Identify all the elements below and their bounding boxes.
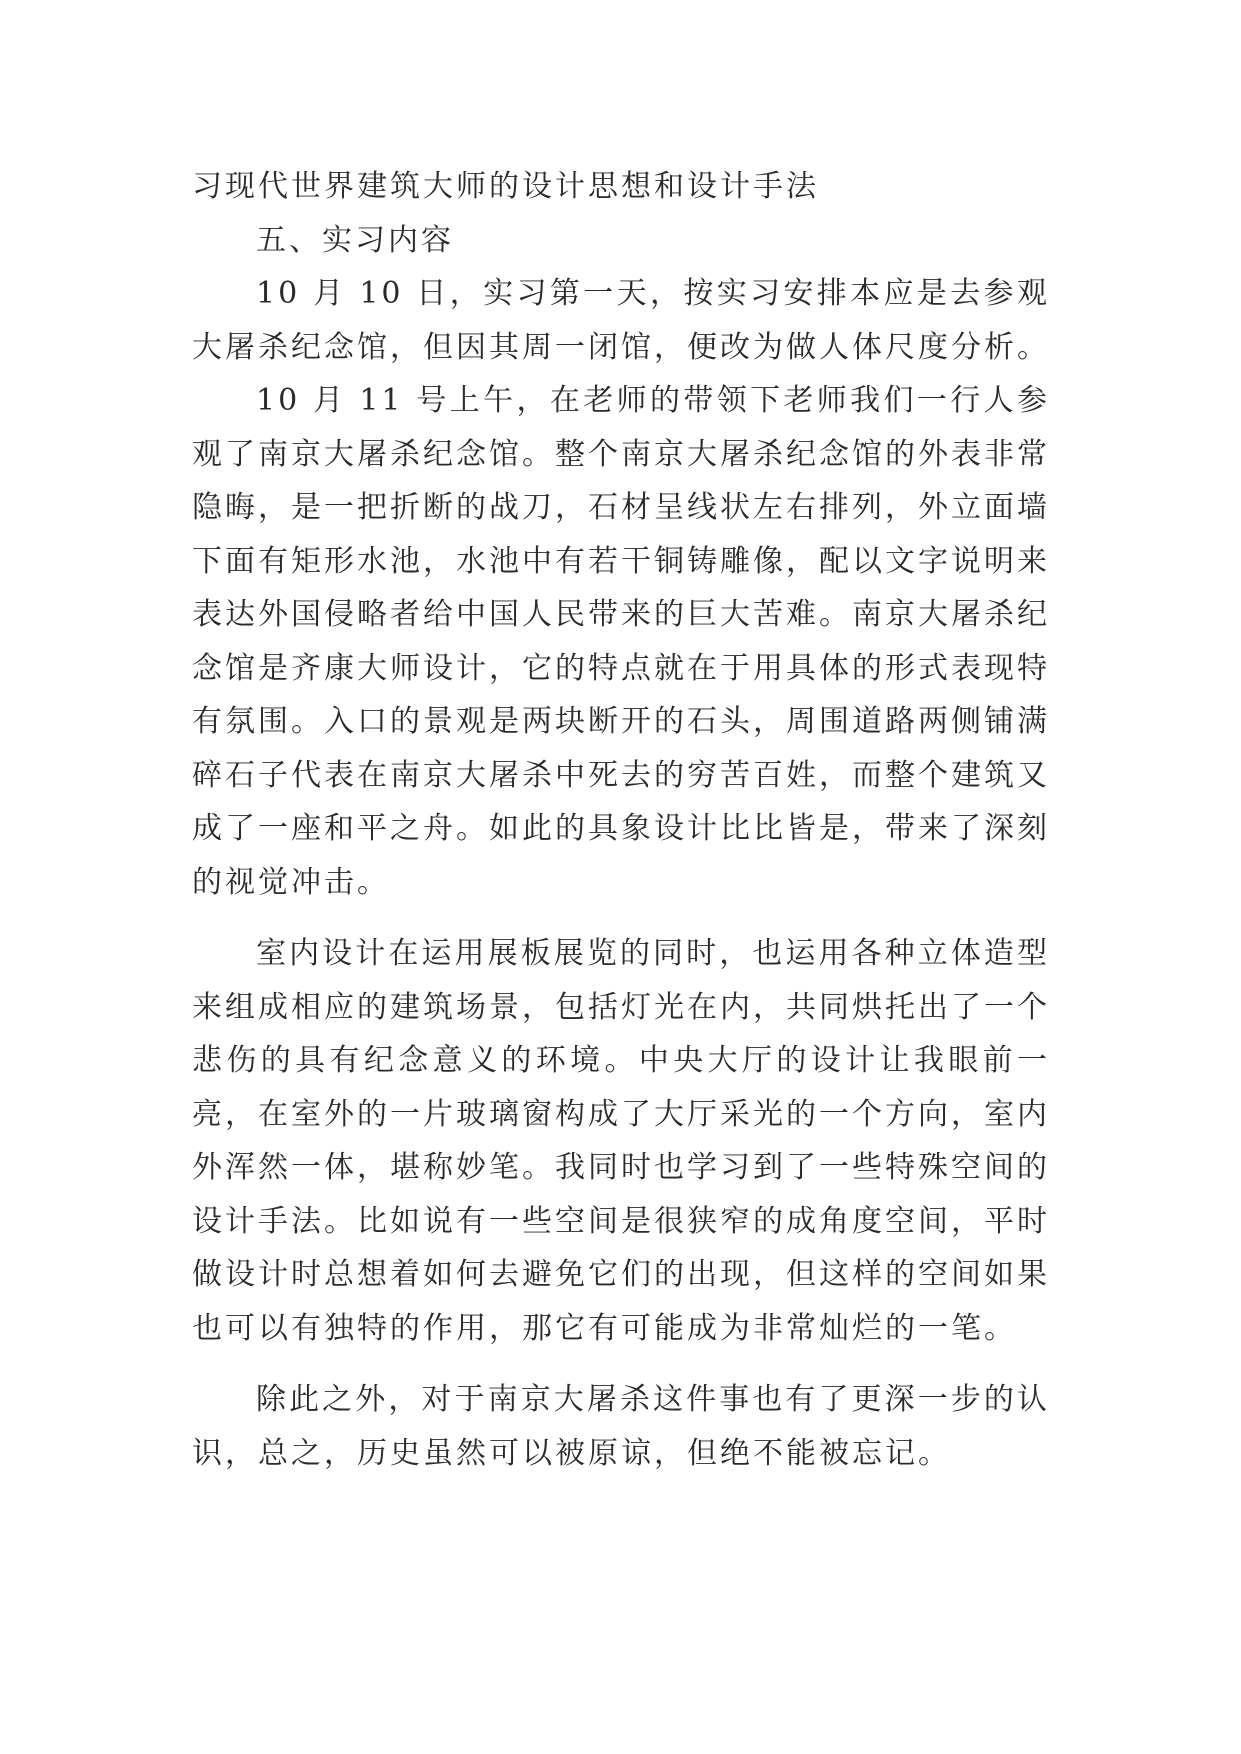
paragraph-interior-design: 室内设计在运用展板展览的同时，也运用各种立体造型来组成相应的建筑场景，包括灯光在内，共同烘托出了一个悲伤的具有纪念意义的环境。中央大厅的设计让我眼前一亮，在室外的一片玻璃窗构成了大厅采光的一个方向，室内外浑然一体，堪称妙笔。我同时也学习到了一些特殊空间的设计手法。比如说有一些空间是很狭窄的成角度空间，平时做设计时总想着如何去避免它们的出现，但这样的空间如果也可以有独特的作用，那它有可能成为非常灿烂的一笔。 [192,936,1050,1346]
document-body [192,160,1050,1480]
paragraph-conclusion: 除此之外，对于南京大屠杀这件事也有了更深一步的认识，总之，历史虽然可以被原谅，但绝不能被忘记。 [192,1382,1050,1471]
paragraph-day-one: 10 月 10 日，实习第一天，按实习安排本应是去参观大屠杀纪念馆，但因其周一闭馆，便改为做人体尺度分析。 [192,276,1050,365]
section-heading: 五、实习内容 [256,222,454,258]
paragraph-memorial-visit: 10 月 11 号上午，在老师的带领下老师我们一行人参观了南京大屠杀纪念馆。整个南京大屠杀纪念馆的外表非常隐晦，是一把折断的战刀，石材呈线状左右排列，外立面墙下面有矩形水池，水池中有若干铜铸雕像，配以文字说明来表达外国侵略者给中国人民带来的巨大苦难。南京大屠杀纪念馆是齐康大师设计，它的特点就在于用具体的形式表现特有氛围。入口的景观是两块断开的石头，周围道路两侧铺满碎石子代表在南京大屠杀中死去的穷苦百姓，而整个建筑又成了一座和平之舟。如此的具象设计比比皆是，带来了深刻的视觉冲击。 [192,383,1050,900]
paragraph-continuation: 习现代世界建筑大师的设计思想和设计手法 [192,169,819,204]
